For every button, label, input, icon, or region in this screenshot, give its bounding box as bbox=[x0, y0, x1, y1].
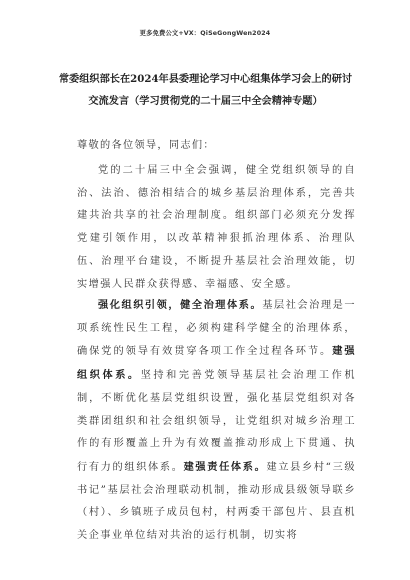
subheading-responsibility: 建强责任体系。 bbox=[183, 460, 267, 473]
paragraph-governance bbox=[77, 294, 356, 548]
top-note: 更多免费公文+VX：QiSeGongWen2024 bbox=[139, 30, 271, 37]
paragraph-text: 建立县乡村“三级书记”基层社会治理联动机制，推动形成县级领导联乡（村）、乡镇班子成员包村，村两委干部包片、县直机关企事业单位结对共治的运行机制，切实将 bbox=[77, 461, 356, 542]
paragraph-intro: 党的二十届三中全会强调，健全党组织领导的自治、法治、德治相结合的城乡基层治理体系，完善共建共治共享的社会治理制度。组织部门必须充分发挥党建引领作用，以改革精神狠抓治理体系、治理队伍、治理平台建设，不断提升基层社会治理效能，切实增强人民群众获得感、幸福感、安全感。 bbox=[77, 165, 356, 290]
paragraph-text: 坚持和完善党领导基层社会治理工作机制，不断优化基层党组织设置，强化基层党组织对各类群团组织和社会组织领导，让党组织对城乡治理工作的有形覆盖上升为有效覆盖推动形成上下贯通、执行有力的组织体系。 bbox=[77, 370, 356, 473]
paragraph-text: 基层社会治理是一项系统性民生工程，必须构建科学健全的治理体系，确保党的领导有效贯穿各项工作全过程各环节。 bbox=[77, 300, 356, 358]
document-title: 常委组织部长在2024年县委理论学习中心组集体学习会上的研讨交流发言（学习贯彻党的二十届三中全会精神专题） bbox=[58, 73, 353, 107]
subheading-organization: 建强组织体系。 bbox=[77, 345, 356, 382]
section-heading: 强化组织引领，健全治理体系。 bbox=[98, 299, 263, 311]
salutation: 尊敬的各位领导，同志们： bbox=[77, 140, 215, 151]
